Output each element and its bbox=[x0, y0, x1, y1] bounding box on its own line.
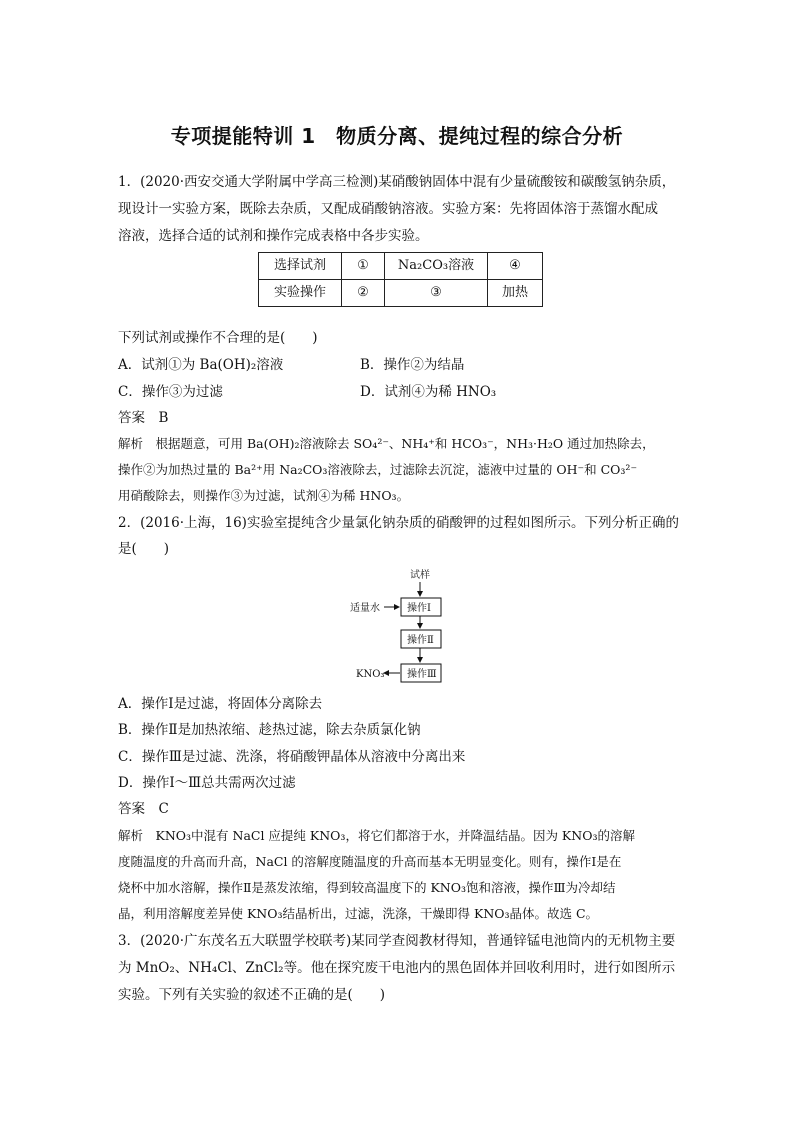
q1-stem-line-2: 现设计一实验方案，既除去杂质，又配成硝酸钠溶液。实验方案：先将固体溶于蒸馏水配成 bbox=[118, 201, 658, 217]
table-cell: 实验操作 bbox=[259, 280, 342, 307]
flow-water-label: 适量水 bbox=[350, 603, 380, 614]
flow-sample-label: 试样 bbox=[410, 570, 430, 581]
flow-op2-label: 操作Ⅱ bbox=[407, 635, 434, 646]
q1-stem-line-1: 1．(2020·西安交通大学附属中学高三检测)某硝酸钠固体中混有少量硫酸铵和碳酸氢钠杂质， bbox=[118, 174, 676, 190]
q1-answer: 答案 B bbox=[118, 410, 169, 426]
q2-option-d: D．操作Ⅰ～Ⅲ总共需两次过滤 bbox=[118, 775, 296, 791]
q1-analysis-line-2: 操作②为加热过量的 Ba²⁺用 Na₂CO₃溶液除去，过滤除去沉淀，滤液中过量的 OH⁻和 CO₃²⁻ bbox=[118, 462, 638, 477]
table-cell: ① bbox=[342, 253, 385, 280]
q2-analysis-line-2: 度随温度的升高而升高，NaCl 的溶解度随温度的升高而基本无明显变化。则有，操作Ⅰ是在 bbox=[118, 854, 622, 869]
flow-op3-label: 操作Ⅲ bbox=[407, 669, 437, 680]
table-cell: 加热 bbox=[488, 280, 543, 307]
q1-option-b: B．操作②为结晶 bbox=[360, 357, 465, 373]
table-cell: ③ bbox=[385, 280, 488, 307]
q2-stem-line-2: 是( ) bbox=[118, 541, 170, 557]
q2-stem-line-1: 2．(2016·上海，16)实验室提纯含少量氯化钠杂质的硝酸钾的过程如图所示。下列分析正确的 bbox=[118, 515, 679, 531]
q1-stem-line-3: 溶液，选择合适的试剂和操作完成表格中各步实验。 bbox=[118, 228, 429, 244]
q3-stem-line-2: 为 MnO₂、NH₄Cl、ZnCl₂等。他在探究废干电池内的黑色固体并回收利用时，进行如图所示 bbox=[118, 960, 676, 976]
flow-op1-label: 操作Ⅰ bbox=[407, 603, 431, 614]
q1-option-c: C．操作③为过滤 bbox=[118, 384, 223, 400]
q2-option-a: A．操作Ⅰ是过滤，将固体分离除去 bbox=[118, 696, 323, 712]
q2-analysis-line-4: 晶，利用溶解度差异使 KNO₃结晶析出，过滤，洗涤，干燥即得 KNO₃晶体。故选 C。 bbox=[118, 906, 599, 921]
q1-option-a: A．试剂①为 Ba(OH)₂溶液 bbox=[118, 357, 284, 373]
table-cell: Na₂CO₃溶液 bbox=[385, 253, 488, 280]
q2-option-c: C．操作Ⅲ是过滤、洗涤，将硝酸钾晶体从溶液中分离出来 bbox=[118, 749, 466, 765]
q1-analysis-line-1: 解析 根据题意，可用 Ba(OH)₂溶液除去 SO₄²⁻、NH₄⁺和 HCO₃⁻，NH₃·H₂O 通过加热除去， bbox=[118, 436, 655, 451]
q2-analysis-line-3: 烧杯中加水溶解，操作Ⅱ是蒸发浓缩，得到较高温度下的 KNO₃饱和溶液，操作Ⅲ为冷却结 bbox=[118, 880, 616, 895]
flow-product-label: KNO₃ bbox=[356, 669, 385, 680]
q3-stem-line-1: 3．(2020·广东茂名五大联盟学校联考)某同学查阅教材得知，普通锌锰电池筒内的无机物主要 bbox=[118, 933, 676, 949]
table-row bbox=[259, 253, 543, 280]
q1-option-d: D．试剂④为稀 HNO₃ bbox=[360, 384, 497, 400]
q2-analysis-line-1: 解析 KNO₃中混有 NaCl 应提纯 KNO₃，将它们都溶于水，并降温结晶。因为 KNO₃的溶解 bbox=[118, 828, 635, 843]
q3-stem-line-3: 实验。下列有关实验的叙述不正确的是( ) bbox=[118, 987, 386, 1003]
purification-flow-diagram bbox=[340, 564, 480, 688]
reagent-operation-table bbox=[258, 252, 543, 307]
q1-analysis-line-3: 用硝酸除去，则操作③为过滤，试剂④为稀 HNO₃。 bbox=[118, 488, 410, 503]
q2-option-b: B．操作Ⅱ是加热浓缩、趁热过滤，除去杂质氯化钠 bbox=[118, 722, 421, 738]
page-title: 专项提能特训 1 物质分离、提纯过程的综合分析 bbox=[170, 124, 624, 148]
table-cell: ④ bbox=[488, 253, 543, 280]
table-cell: 选择试剂 bbox=[259, 253, 342, 280]
table-row bbox=[259, 280, 543, 307]
q1-question: 下列试剂或操作不合理的是( ) bbox=[118, 330, 318, 346]
table-cell: ② bbox=[342, 280, 385, 307]
q2-answer: 答案 C bbox=[118, 801, 169, 817]
